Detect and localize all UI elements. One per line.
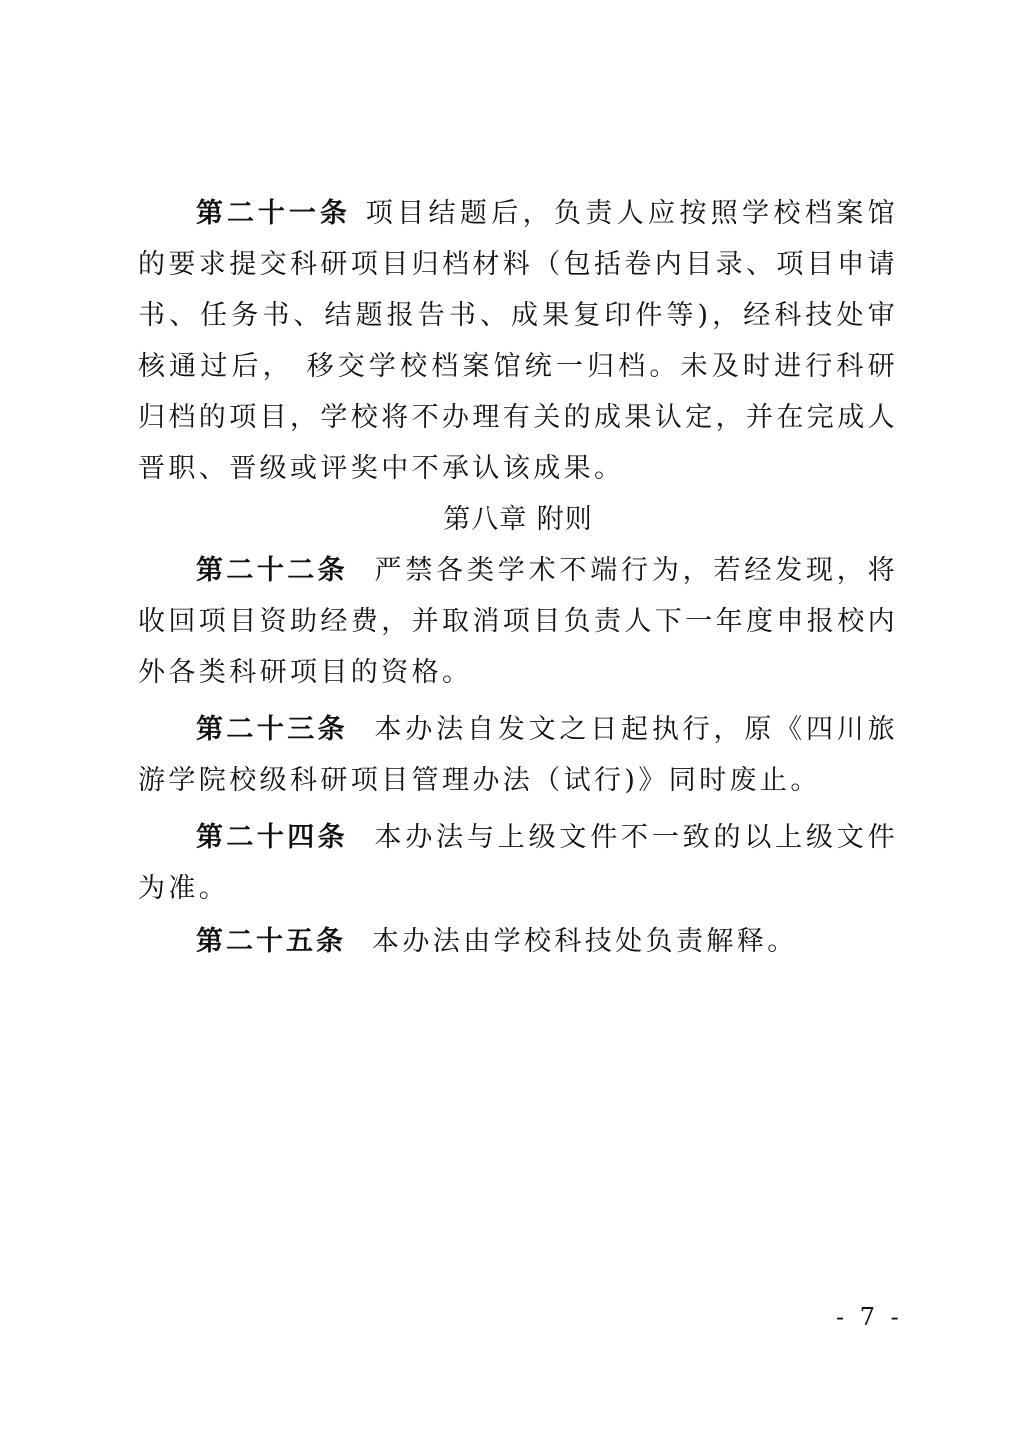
article-23 xyxy=(138,704,898,806)
article-label: 第二十五条 xyxy=(196,926,346,957)
article-22 xyxy=(138,545,898,698)
article-25 xyxy=(138,916,898,967)
article-text: 本办法与上级文件不一致的以上级文件为准。 xyxy=(138,822,898,904)
article-label: 第二十四条 xyxy=(196,822,349,853)
article-label: 第二十一条 xyxy=(196,198,351,229)
chapter-heading: 第八章 附则 xyxy=(443,504,593,535)
article-21 xyxy=(138,188,898,494)
article-text: 本办法由学校科技处负责解释。 xyxy=(372,926,798,957)
article-24 xyxy=(138,812,898,914)
page-number: - 7 - xyxy=(836,1303,903,1331)
document-body xyxy=(138,188,898,967)
article-label: 第二十二条 xyxy=(196,555,349,586)
article-text: 本办法自发文之日起执行，原《四川旅游学院校级科研项目管理办法（试行)》同时废止。 xyxy=(138,714,898,796)
article-text: 项目结题后，负责人应按照学校档案馆的要求提交科研项目归档材料（包括卷内目录、项目申请书、任务书、结题报告书、成果复印件等)，经科技处审核通过后， 移交学校档案馆统一归档。未及时进行科研归档的项目，学校将不办理有关的成果认定，并在完成人晋职、晋级或评奖中不承认该成果。 xyxy=(138,198,898,484)
article-label: 第二十三条 xyxy=(196,714,349,745)
article-text: 严禁各类学术不端行为，若经发现，将收回项目资助经费，并取消项目负责人下一年度申报校内外各类科研项目的资格。 xyxy=(138,555,898,688)
